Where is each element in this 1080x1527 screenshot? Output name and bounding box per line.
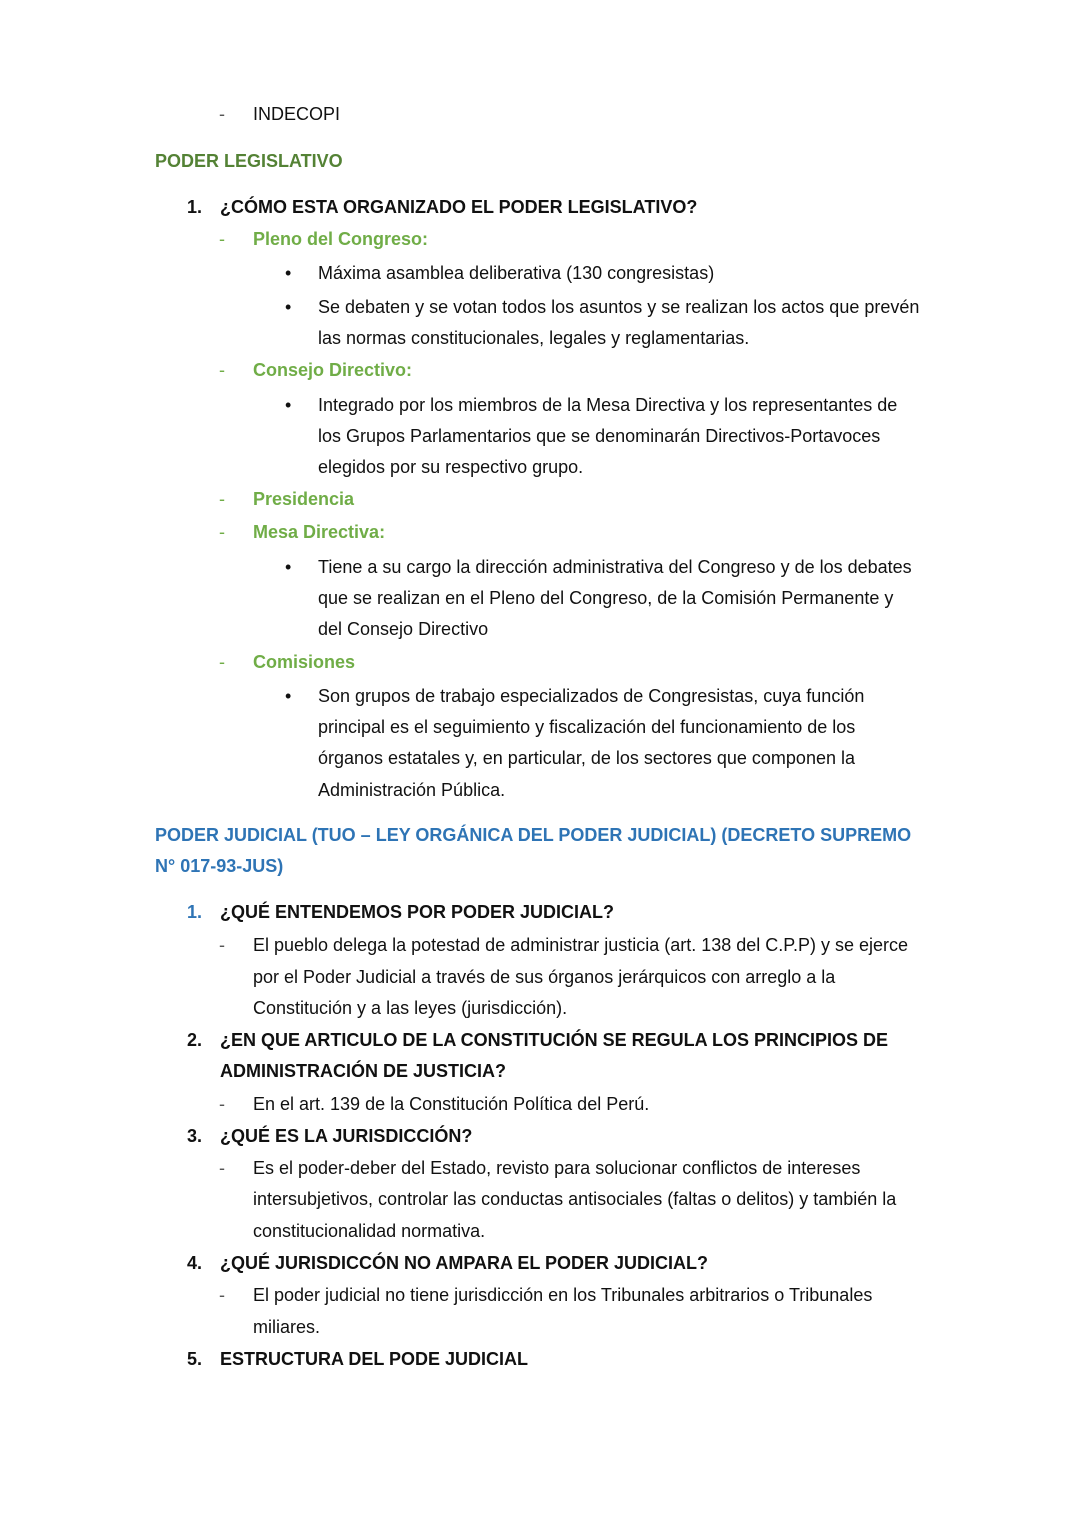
- bullet-text: que se realizan en el Pleno del Congreso, de la Comisión Permanente y: [318, 588, 894, 608]
- list-item-indecopi: INDECOPI: [253, 104, 341, 124]
- bullet-text: Administración Pública.: [318, 780, 506, 800]
- bullet-marker: •: [285, 557, 292, 577]
- section-heading-legislativo: PODER LEGISLATIVO: [155, 151, 343, 171]
- subsection-label-comisiones: Comisiones: [253, 652, 356, 672]
- bullet-text: Máxima asamblea deliberativa (130 congresistas): [318, 263, 715, 283]
- bullet-marker: •: [285, 686, 292, 706]
- bullet-text: Tiene a su cargo la dirección administrativa del Congreso y de los debates: [318, 557, 912, 577]
- question-title: ¿QUÉ JURISDICCÓN NO AMPARA EL PODER JUDICIAL?: [220, 1253, 709, 1273]
- answer-text: miliares.: [253, 1317, 321, 1337]
- question-number: 2.: [187, 1030, 203, 1050]
- question-number: 1.: [187, 902, 203, 922]
- answer-text: En el art. 139 de la Constitución Política del Perú.: [253, 1094, 650, 1114]
- dash-marker: -: [219, 935, 225, 955]
- question-number: 5.: [187, 1349, 203, 1369]
- bullet-marker: •: [285, 297, 292, 317]
- subsection-label-pleno: Pleno del Congreso:: [253, 229, 429, 249]
- question-title: ESTRUCTURA DEL PODE JUDICIAL: [220, 1349, 529, 1369]
- answer-text: intersubjetivos, controlar las conductas antisociales (faltas o delitos) y también la: [253, 1189, 897, 1209]
- dash-marker: -: [219, 1158, 225, 1178]
- bullet-marker: •: [285, 263, 292, 283]
- bullet-text: Son grupos de trabajo especializados de Congresistas, cuya función: [318, 686, 865, 706]
- bullet-text: órganos estatales y, en particular, de los sectores que componen la: [318, 748, 855, 768]
- answer-text: por el Poder Judicial a través de sus órganos jerárquicos con arreglo a la: [253, 967, 836, 987]
- question-title: ¿EN QUE ARTICULO DE LA CONSTITUCIÓN SE REGULA LOS PRINCIPIOS DE: [220, 1030, 889, 1050]
- bullet-text: Integrado por los miembros de la Mesa Directiva y los representantes de: [318, 395, 898, 415]
- bullet-text: del Consejo Directivo: [318, 619, 489, 639]
- dash-marker: -: [219, 1094, 225, 1114]
- question-title: ¿QUÉ ENTENDEMOS POR PODER JUDICIAL?: [220, 902, 615, 922]
- question-number: 4.: [187, 1253, 203, 1273]
- answer-text: Es el poder-deber del Estado, revisto para solucionar conflictos de intereses: [253, 1158, 861, 1178]
- answer-text: Constitución y a las leyes (jurisdicción).: [253, 998, 568, 1018]
- answer-text: constitucionalidad normativa.: [253, 1221, 486, 1241]
- bullet-text: elegidos por su respectivo grupo.: [318, 457, 584, 477]
- dash-marker: -: [219, 104, 225, 124]
- subsection-label-mesa: Mesa Directiva:: [253, 522, 386, 542]
- dash-marker: -: [219, 229, 225, 249]
- subsection-label-consejo: Consejo Directivo:: [253, 360, 413, 380]
- bullet-text: principal es el seguimiento y fiscalización del funcionamiento de los: [318, 717, 856, 737]
- subsection-label-presidencia: Presidencia: [253, 489, 355, 509]
- bullet-text: las normas constitucionales, legales y reglamentarias.: [318, 328, 750, 348]
- question-number: 3.: [187, 1126, 203, 1146]
- section-heading-judicial-cont: N° 017-93-JUS): [155, 856, 284, 876]
- dash-marker: -: [219, 522, 225, 542]
- answer-text: El pueblo delega la potestad de administrar justicia (art. 138 del C.P.P) y se ejerce: [253, 935, 909, 955]
- dash-marker: -: [219, 489, 225, 509]
- dash-marker: -: [219, 652, 225, 672]
- question-title: ¿QUÉ ES LA JURISDICCIÓN?: [220, 1126, 473, 1146]
- bullet-text: Se debaten y se votan todos los asuntos y se realizan los actos que prevén: [318, 297, 920, 317]
- dash-marker: -: [219, 360, 225, 380]
- dash-marker: -: [219, 1285, 225, 1305]
- section-heading-judicial: PODER JUDICIAL (TUO – LEY ORGÁNICA DEL PODER JUDICIAL) (DECRETO SUPREMO: [155, 825, 912, 845]
- answer-text: El poder judicial no tiene jurisdicción en los Tribunales arbitrarios o Tribunales: [253, 1285, 873, 1305]
- bullet-text: los Grupos Parlamentarios que se denominarán Directivos-Portavoces: [318, 426, 881, 446]
- question-title: ¿CÓMO ESTA ORGANIZADO EL PODER LEGISLATIVO?: [220, 197, 698, 217]
- bullet-marker: •: [285, 395, 292, 415]
- question-title: ADMINISTRACIÓN DE JUSTICIA?: [220, 1061, 507, 1081]
- question-number: 1.: [187, 197, 203, 217]
